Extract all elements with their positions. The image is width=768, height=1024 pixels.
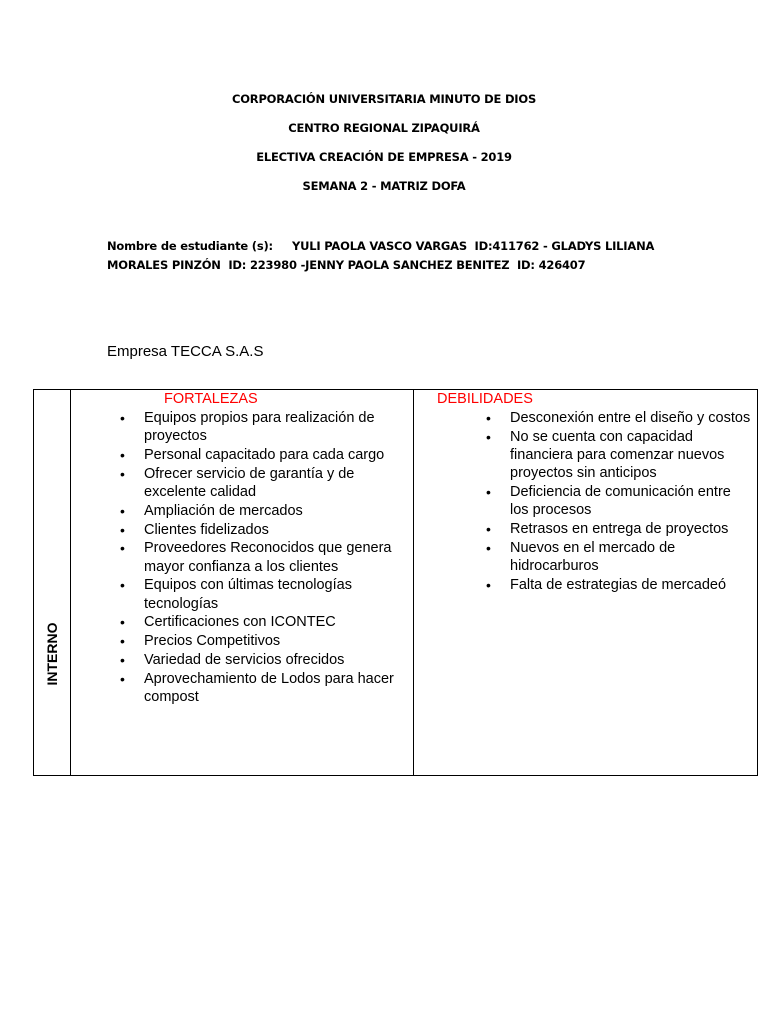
row-label-interno: INTERNO [44, 622, 60, 686]
list-item: • Proveedores Reconocidos que genera mayor confianza a los clientes [144, 539, 409, 575]
list-item: • Personal capacitado para cada cargo [144, 446, 409, 464]
strengths-list [71, 409, 413, 706]
list-item: • Deficiencia de comunicación entre los procesos [510, 483, 753, 519]
list-item: • Equipos con últimas tecnologías tecnologías [144, 576, 409, 612]
list-item: • Falta de estrategias de mercadeó [510, 576, 753, 594]
list-item: • Desconexión entre el diseño y costos [510, 409, 753, 427]
list-item: • Ampliación de mercados [144, 502, 409, 520]
row-label-cell [34, 390, 70, 775]
list-item: • Aprovechamiento de Lodos para hacer compost [144, 670, 409, 706]
header-week-topic: SEMANA 2 - MATRIZ DOFA [302, 179, 466, 193]
weaknesses-cell [414, 390, 758, 776]
list-item: • Equipos propios para realización de proyectos [144, 409, 409, 445]
dofa-matrix-table [33, 389, 758, 776]
list-item: • Ofrecer servicio de garantía y de excelente calidad [144, 465, 409, 501]
dofa-row-internal [34, 390, 758, 776]
header-course: ELECTIVA CREACIÓN DE EMPRESA - 2019 [256, 150, 512, 164]
weaknesses-title: DEBILIDADES [437, 391, 533, 407]
strengths-cell [71, 390, 414, 776]
row-label-wrapper [34, 390, 70, 775]
student-names [107, 237, 707, 275]
list-item: • Clientes fidelizados [144, 521, 409, 539]
list-item: • Variedad de servicios ofrecidos [144, 651, 409, 669]
student-names-line-1: Nombre de estudiante (s): YULI PAOLA VASCO VARGAS ID:411762 - GLADYS LILIANA [107, 239, 655, 253]
weaknesses-list [414, 409, 757, 594]
list-item: • Certificaciones con ICONTEC [144, 613, 409, 631]
header-regional-center: CENTRO REGIONAL ZIPAQUIRÁ [288, 121, 480, 135]
list-item: • Nuevos en el mercado de hidrocarburos [510, 539, 753, 575]
list-item: • Precios Competitivos [144, 632, 409, 650]
strengths-title: FORTALEZAS [164, 391, 258, 407]
header-institution: CORPORACIÓN UNIVERSITARIA MINUTO DE DIOS [231, 92, 537, 106]
student-names-line-2: MORALES PINZÓN ID: 223980 -JENNY PAOLA SANCHEZ BENITEZ ID: 426407 [107, 258, 586, 272]
list-item: • Retrasos en entrega de proyectos [510, 520, 753, 538]
company-name: Empresa TECCA S.A.S [107, 343, 264, 360]
list-item: • No se cuenta con capacidad financiera para comenzar nuevos proyectos sin anticipos [510, 428, 753, 483]
